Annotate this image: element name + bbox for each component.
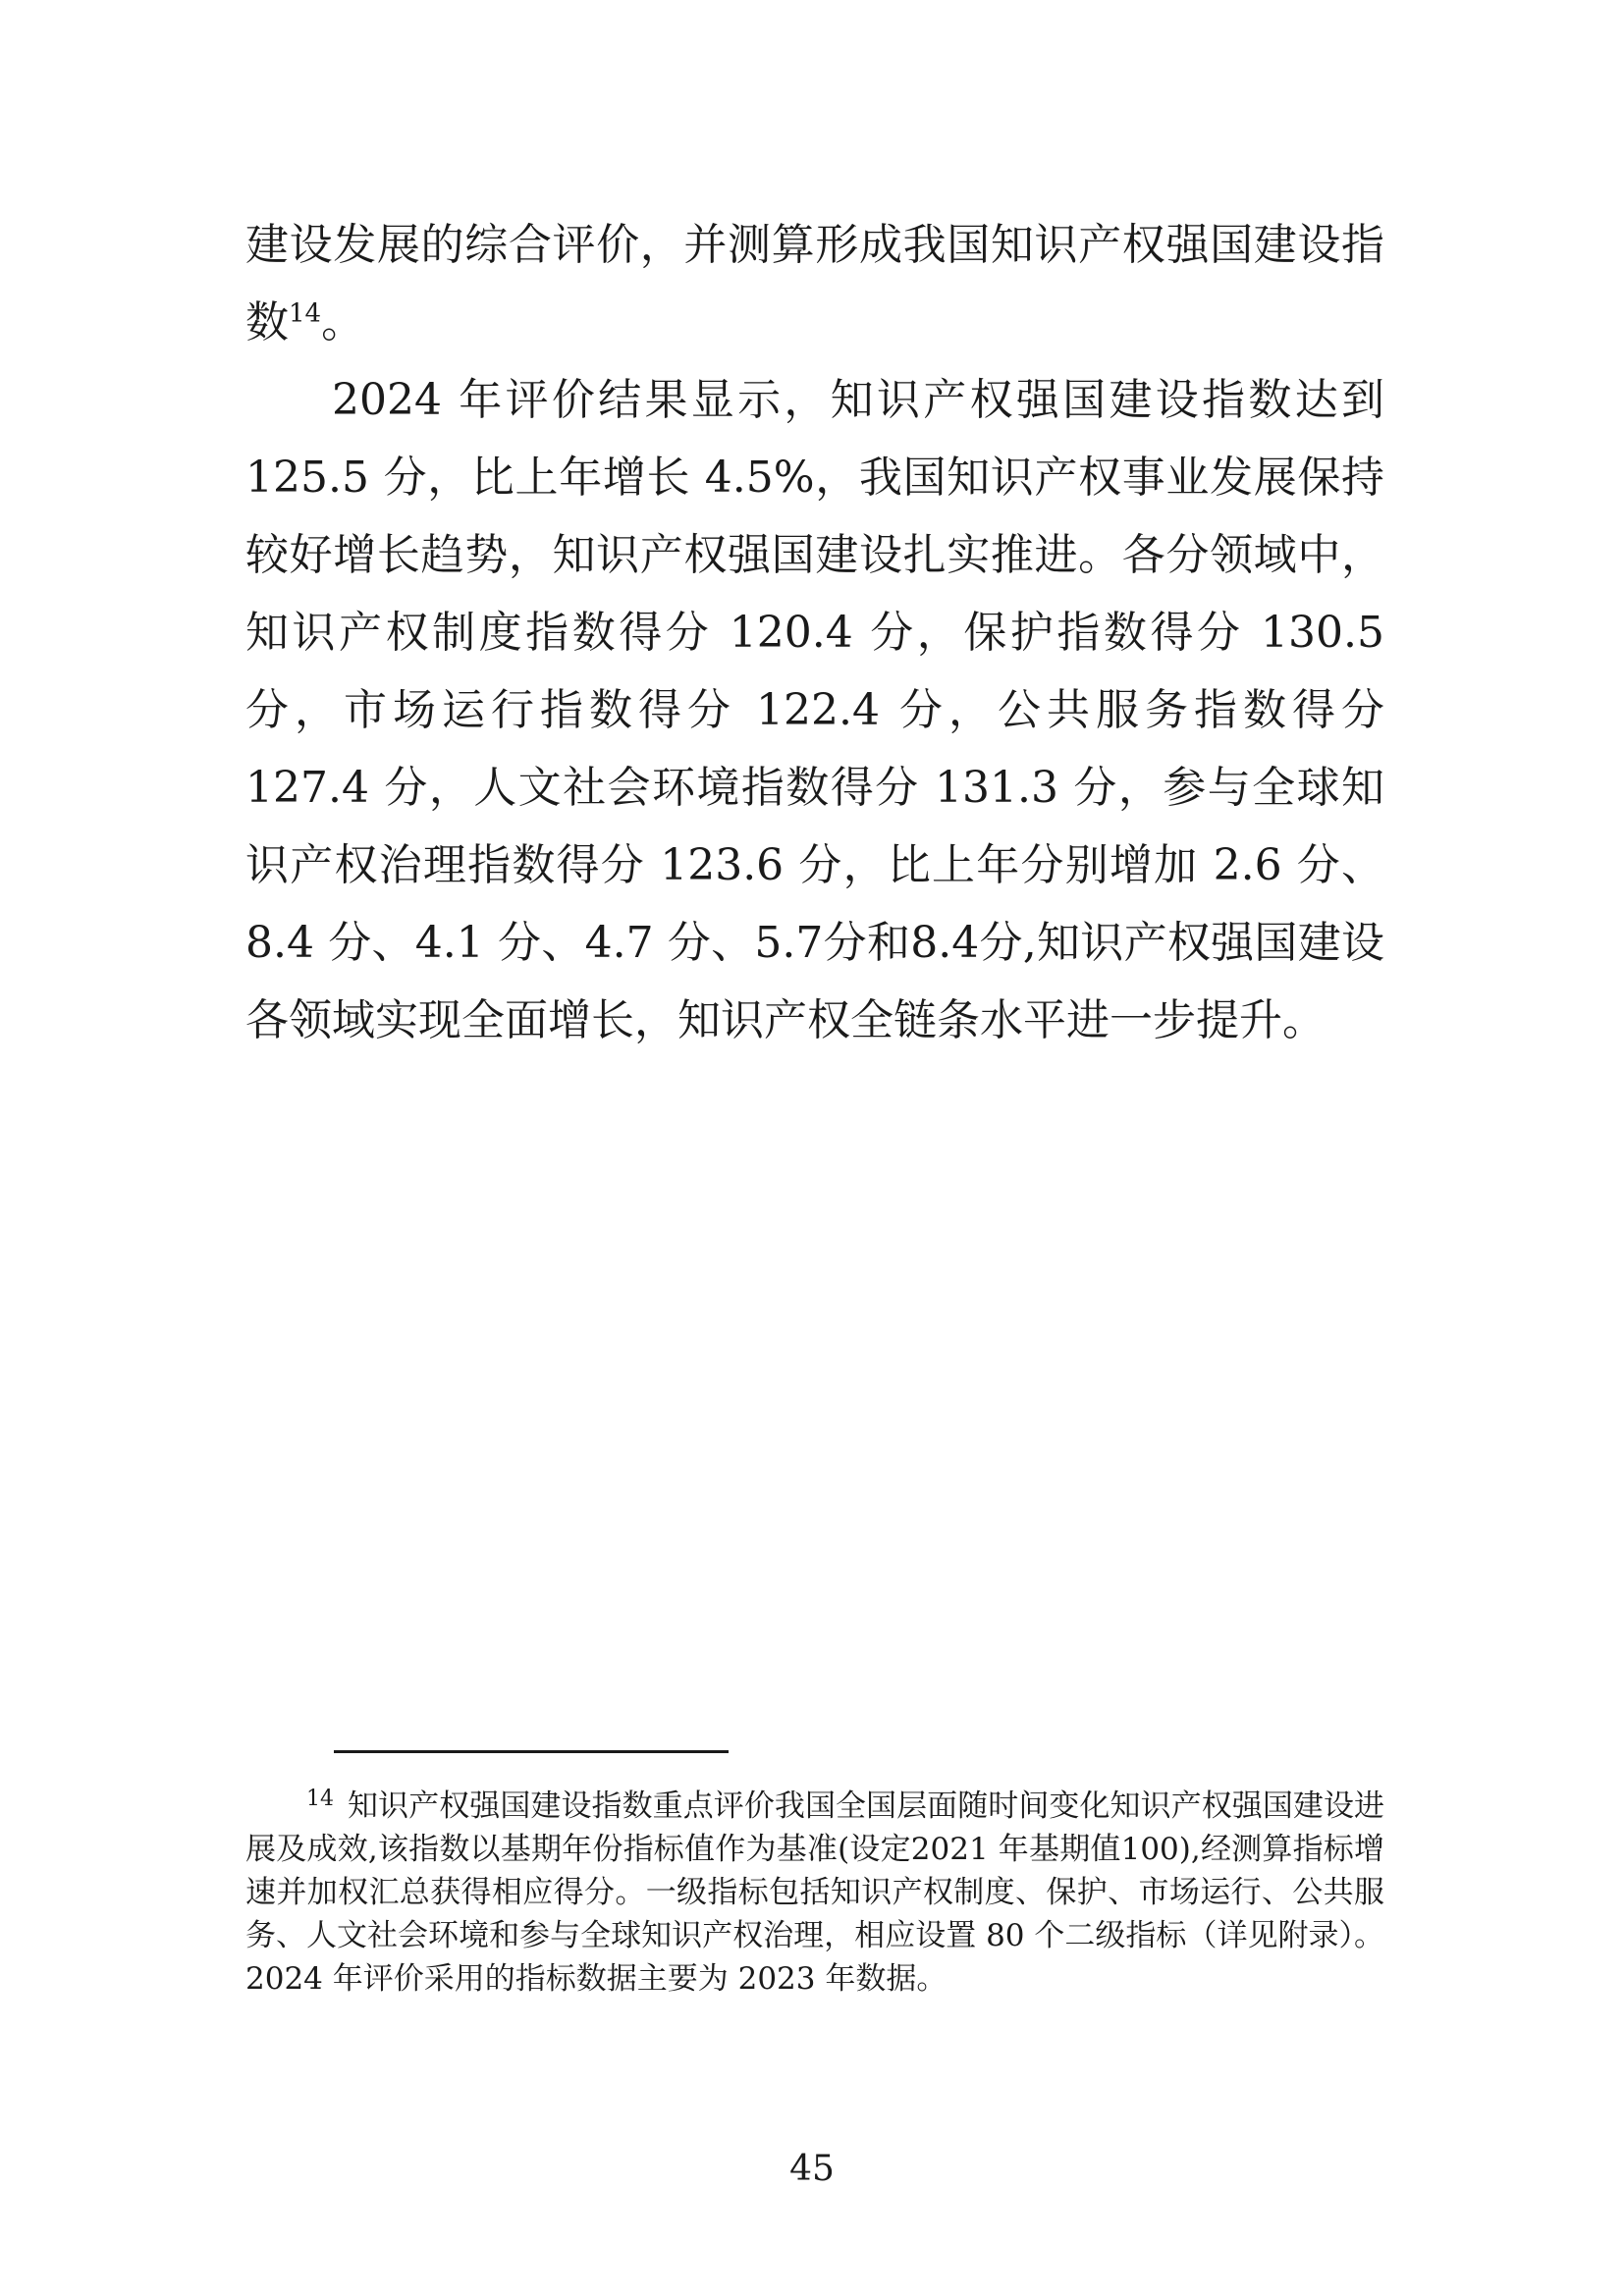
footnote-separator [334,1750,729,1753]
body-text [245,206,1384,1059]
paragraph-evaluation-results: 2024 年评价结果显示，知识产权强国建设指数达到 125.5 分，比上年增长 4.5%，我国知识产权事业发展保持较好增长趋势，知识产权强国建设扎实推进。各分领域中，知识产权制度指数得分 120.4 分，保护指数得分 130.5 分，市场运行指数得分 122.4 分，公共服务指数得分 127.4 分，人文社会环境指数得分 131.3 分，参与全球知识产权治理指数得分 123.6 分，比上年分别增加 2.6 分、8.4 分、4.1 分、4.7 分、5.7分和8.4分,知识产权强国建设各领域实现全面增长，知识产权全链条水平进一步提升。 [245,375,1384,1045]
footnote-reference[interactable]: 14 [289,298,322,329]
paragraph-1-tail: 。 [321,297,365,347]
footnote [245,1785,1384,2001]
page-number: 45 [789,2149,835,2189]
footnote-text: 知识产权强国建设指数重点评价我国全国层面随时间变化知识产权强国建设进展及成效,该指数以基期年份指标值作为基准(设定2021 年基期值100),经测算指标增速并加权汇总获得相应得分。一级指标包括知识产权制度、保护、市场运行、公共服务、人文社会环境和参与全球知识产权治理，相应设置 80 个二级指标（详见附录）。2024 年评价采用的指标数据主要为 2023 年数据。 [245,1789,1384,1997]
paragraph-continuation [245,206,1384,361]
paragraph-1-text: 建设发展的综合评价，并测算形成我国知识产权强国建设指数 [245,220,1384,347]
footnote-mark: 14 [306,1786,334,1811]
